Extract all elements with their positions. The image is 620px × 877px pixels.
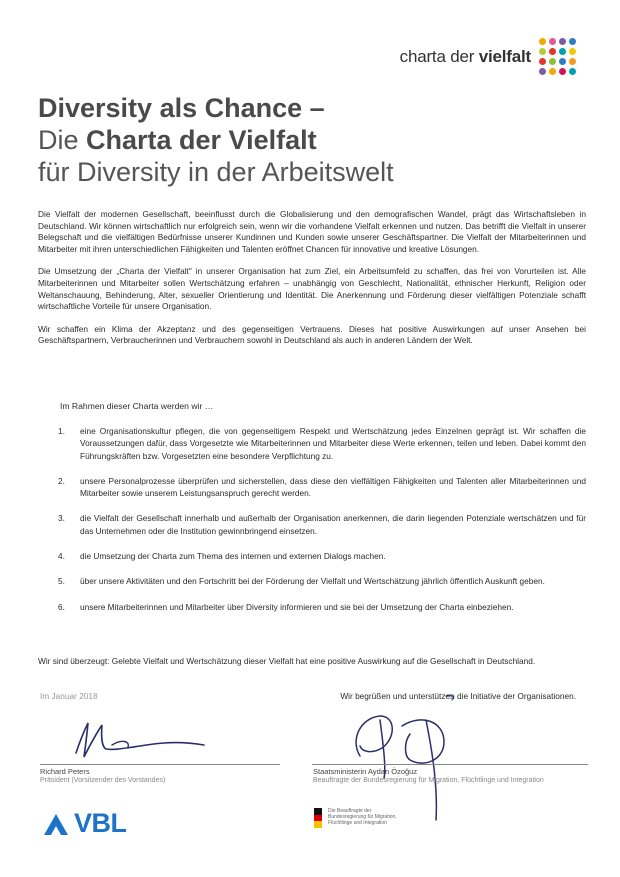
list-item: [58, 475, 586, 500]
list-number: 4.: [58, 551, 65, 562]
list-item: [58, 512, 586, 537]
logo-dot: [569, 68, 576, 75]
list-number: 6.: [58, 601, 65, 612]
signer-left-name: Richard Peters: [40, 767, 90, 776]
logo-dots-icon: [539, 38, 576, 75]
logo-dot: [559, 38, 566, 45]
logo-dot: [539, 68, 546, 75]
logo-dot: [569, 48, 576, 55]
logo-text-bold: vielfalt: [478, 46, 531, 66]
logo-dot: [559, 48, 566, 55]
list-text: unsere Personalprozesse überprüfen und sicherstellen, dass diese den vielfältigen Fähigkeiten und Talenten aller Mitarbeiterinnen und Mitarbeiter sowie unserem Leistungsanspruch gerecht werden.: [80, 475, 586, 499]
commitment-list: [58, 425, 586, 626]
bund-logo-text: Die Beauftragte der Bundesregierung für Migration, Flüchtlinge und Integration: [328, 808, 397, 826]
logo-dot: [559, 58, 566, 65]
list-number: 2.: [58, 475, 65, 486]
list-text: die Vielfalt der Gesellschaft innerhalb und außerhalb der Organisation anerkennen, die darin liegenden Potenziale wertschätzen und für das Unternehmen oder die Institution gewinnbringend einsetzen.: [80, 513, 586, 536]
signer-left-role: Präsident (Vorsitzender des Vorstandes): [40, 777, 166, 784]
signature-line-left: [40, 764, 280, 765]
logo-dot: [549, 48, 556, 55]
list-intro: Im Rahmen dieser Charta werden wir …: [60, 401, 214, 411]
paragraph-3: Wir schaffen ein Klima der Akzeptanz und des gegenseitigen Vertrauens. Dieses hat positive Auswirkungen auf unser Ansehen bei Geschäftspartnern, Verbraucherinnen und Verbrauchern sowohl in Deutschland als auch in anderen Ländern der Welt.: [38, 323, 586, 346]
support-statement: Wir begrüßen und unterstützen die Initiative der Organisationen.: [340, 691, 576, 701]
paragraph-2: Die Umsetzung der „Charta der Vielfalt" in unserer Organisation hat zum Ziel, ein Arbeitsumfeld zu schaffen, das frei von Vorurteilen ist. Alle Mitarbeiterinnen und Mitarbeiter sollen Wertschätzung erfahren – unabhängig von Geschlecht, Nationalität, ethnischer Herkunft, Religion oder Weltanschauung, Behinderung, Alter, sexueller Orientierung und Identität. Die Anerkennung und Förderung dieser vielfältigen Potenziale schafft wirtschaftliche Vorteile für unsere Organisation.: [38, 266, 586, 312]
headline-line-2-bold: Charta der Vielfalt: [86, 125, 317, 155]
vbl-logo-text: VBL: [74, 808, 127, 838]
list-item: [58, 550, 586, 562]
signer-right-role: Beauftragte der Bundesregierung für Migration, Flüchtlinge und Integration: [313, 777, 544, 784]
headline-line-2: [38, 124, 578, 156]
headline: [38, 92, 578, 188]
list-number: 1.: [58, 426, 65, 436]
logo-dot: [569, 58, 576, 65]
logo-dot: [539, 38, 546, 45]
paragraph-1: Die Vielfalt der modernen Gesellschaft, beeinflusst durch die Globalisierung und den demografischen Wandel, prägt das Wirtschaftsleben in Deutschland. Wir können wirtschaftlich nur erfolgreich sein, wenn wir die vorhandene Vielfalt erkennen und nutzen. Das betrifft die Vielfalt in unserer Belegschaft und die vielfältigen Bedürfnisse unserer Kundinnen und Kunden sowie unserer Geschäftspartner. Die Vielfalt der Mitarbeiterinnen und Mitarbeiter mit ihren unterschiedlichen Fähigkeiten und Talenten eröffnet Chancen für innovative und kreative Lösungen.: [38, 209, 586, 254]
body-text: [38, 209, 586, 358]
vbl-triangle-icon: [42, 812, 70, 836]
bundesregierung-logo: [314, 808, 398, 828]
logo-dot: [539, 58, 546, 65]
list-number: 5.: [58, 576, 65, 587]
headline-line-2-prefix: Die: [38, 125, 87, 155]
headline-line-1: Diversity als Chance –: [38, 93, 325, 123]
headline-line-3: für Diversity in der Arbeitswelt: [38, 157, 394, 187]
signature-line-right: [312, 764, 588, 765]
logo-dot: [559, 68, 566, 75]
date-line: Im Januar 2018: [40, 691, 98, 701]
logo-dot: [549, 68, 556, 75]
list-item: [58, 425, 586, 462]
logo-dot: [569, 38, 576, 45]
logo-wordmark: [400, 47, 531, 67]
vbl-logo: [42, 808, 127, 839]
logo-dot: [549, 58, 556, 65]
list-item: [58, 575, 586, 587]
charta-logo: [400, 38, 576, 75]
list-text: unsere Mitarbeiterinnen und Mitarbeiter über Diversity informieren und sie bei der Umsetzung der Charta einbeziehen.: [80, 601, 514, 612]
signer-right-name: Staatsministerin Aydan Özoğuz: [313, 767, 418, 776]
signature-left: [68, 705, 208, 765]
logo-dot: [539, 48, 546, 55]
logo-text-regular: charta der: [399, 46, 479, 66]
list-number: 3.: [58, 513, 65, 524]
list-text: über unsere Aktivitäten und den Fortschritt bei der Förderung der Vielfalt und Wertschätzung jährlich öffentlich Auskunft geben.: [80, 576, 545, 587]
list-text: eine Organisationskultur pflegen, die von gegenseitigem Respekt und Wertschätzung jedes Einzelnen geprägt ist. Wir schaffen die Voraussetzungen dafür, dass Vorgesetzte wie Mitarbeiterinnen und Mitarbeiter diese Werte erkennen, teilen und leben. Dabei kommt den Führungskräften bzw. Vorgesetzten eine besondere Verpflichtung zu.: [80, 426, 586, 461]
closing-statement: Wir sind überzeugt: Gelebte Vielfalt und Wertschätzung dieser Vielfalt hat eine positive Auswirkung auf die Gesellschaft in Deutschland.: [38, 656, 536, 666]
federal-eagle-icon: [314, 808, 322, 828]
list-item: [58, 601, 586, 613]
logo-dot: [549, 38, 556, 45]
list-text: die Umsetzung der Charta zum Thema des internen und externen Dialogs machen.: [80, 551, 386, 562]
